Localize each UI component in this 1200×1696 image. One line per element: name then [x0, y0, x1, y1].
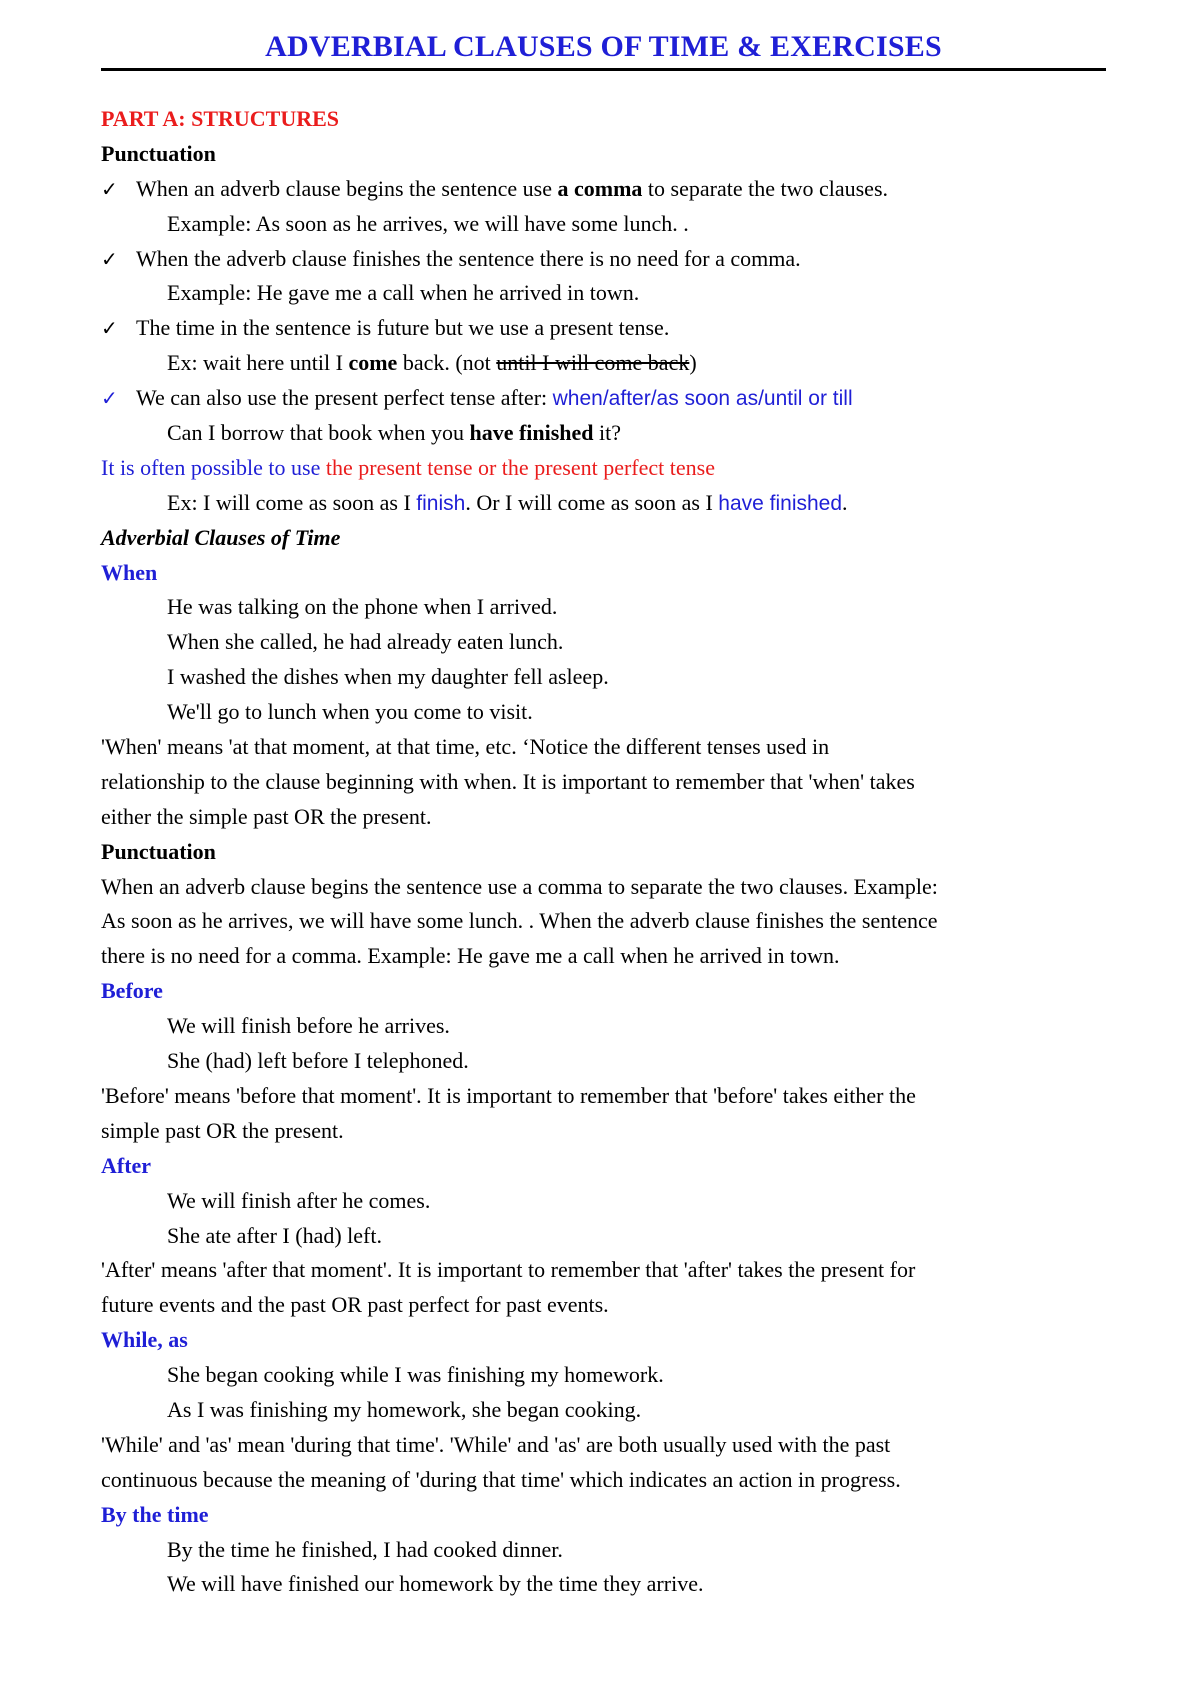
punctuation-paragraph: When an adverb clause begins the sentence use a comma to separate the two clauses. Example: [101, 873, 938, 899]
by-the-time-example: We will have finished our homework by the time they arrive. [167, 1571, 704, 1597]
punctuation-paragraph: As soon as he arrives, we will have some lunch. . When the adverb clause finishes the sentence [101, 908, 938, 934]
while-example: She began cooking while I was finishing my homework. [167, 1362, 664, 1388]
after-example: We will finish after he comes. [167, 1187, 431, 1213]
checkmark-icon: ✓ [101, 246, 118, 271]
when-example: I washed the dishes when my daughter fell asleep. [167, 664, 609, 690]
page-title: ADVERBIAL CLAUSES OF TIME & EXERCISES [265, 30, 942, 63]
checkmark-icon: ✓ [101, 176, 118, 201]
before-explanation: 'Before' means 'before that moment'. It is important to remember that 'before' takes either the [101, 1082, 916, 1108]
rule-3-example: Ex: wait here until I come back. (not until I will come back) [167, 350, 697, 376]
rule-3: ✓ The time in the sentence is future but we use a present tense. [101, 311, 1106, 346]
tense-note: It is often possible to use the present tense or the present perfect tense [101, 454, 715, 480]
struck-text: until I will come back [496, 350, 690, 376]
when-explanation: relationship to the clause beginning with when. It is important to remember that 'when' takes [101, 768, 915, 794]
section-heading-while-as: While, as [101, 1327, 188, 1353]
after-example: She ate after I (had) left. [167, 1222, 382, 1248]
punctuation-heading: Punctuation [101, 140, 216, 166]
document-body [101, 102, 1106, 1602]
while-explanation: 'While' and 'as' mean 'during that time'. 'While' and 'as' are both usually used with the past [101, 1431, 891, 1457]
rule-4: ✓ We can also use the present perfect tense after: when/after/as soon as/until or till [101, 381, 1106, 416]
before-example: We will finish before he arrives. [167, 1013, 450, 1039]
tense-note-example: Ex: I will come as soon as I finish. Or I will come as soon as I have finished. [167, 489, 848, 515]
rule-2: ✓ When the adverb clause finishes the sentence there is no need for a comma. [101, 242, 1106, 277]
punctuation-paragraph: there is no need for a comma. Example: He gave me a call when he arrived in town. [101, 943, 840, 969]
before-explanation: simple past OR the present. [101, 1117, 344, 1143]
section-heading-when: When [101, 559, 158, 585]
by-the-time-example: By the time he finished, I had cooked dinner. [167, 1536, 563, 1562]
rule-1: ✓ When an adverb clause begins the sentence use a comma to separate the two clauses. [101, 172, 1106, 207]
adverbial-clauses-heading: Adverbial Clauses of Time [101, 524, 341, 550]
part-a-heading: PART A: STRUCTURES [101, 106, 340, 131]
section-heading-before: Before [101, 978, 163, 1004]
after-explanation: 'After' means 'after that moment'. It is important to remember that 'after' takes the present for [101, 1257, 916, 1283]
after-explanation: future events and the past OR past perfect for past events. [101, 1292, 609, 1318]
when-example: When she called, he had already eaten lunch. [167, 629, 564, 655]
checkmark-icon: ✓ [101, 386, 118, 411]
while-example: As I was finishing my homework, she began cooking. [167, 1396, 642, 1422]
punctuation-heading-2: Punctuation [101, 838, 216, 864]
checkmark-icon: ✓ [101, 316, 118, 341]
while-explanation: continuous because the meaning of 'during that time' which indicates an action in progress. [101, 1466, 901, 1492]
when-example: He was talking on the phone when I arrived. [167, 594, 558, 620]
rule-4-example: Can I borrow that book when you have finished it? [167, 420, 622, 446]
when-example: We'll go to lunch when you come to visit. [167, 699, 533, 725]
title-underline [101, 68, 1106, 71]
before-example: She (had) left before I telephoned. [167, 1048, 469, 1074]
rule-1-example: Example: As soon as he arrives, we will have some lunch. . [167, 210, 689, 236]
rule-2-example: Example: He gave me a call when he arrived in town. [167, 280, 640, 306]
when-explanation: either the simple past OR the present. [101, 803, 432, 829]
when-explanation: 'When' means 'at that moment, at that time, etc. ‘Notice the different tenses used in [101, 734, 830, 760]
section-heading-after: After [101, 1152, 152, 1178]
section-heading-by-the-time: By the time [101, 1501, 209, 1527]
